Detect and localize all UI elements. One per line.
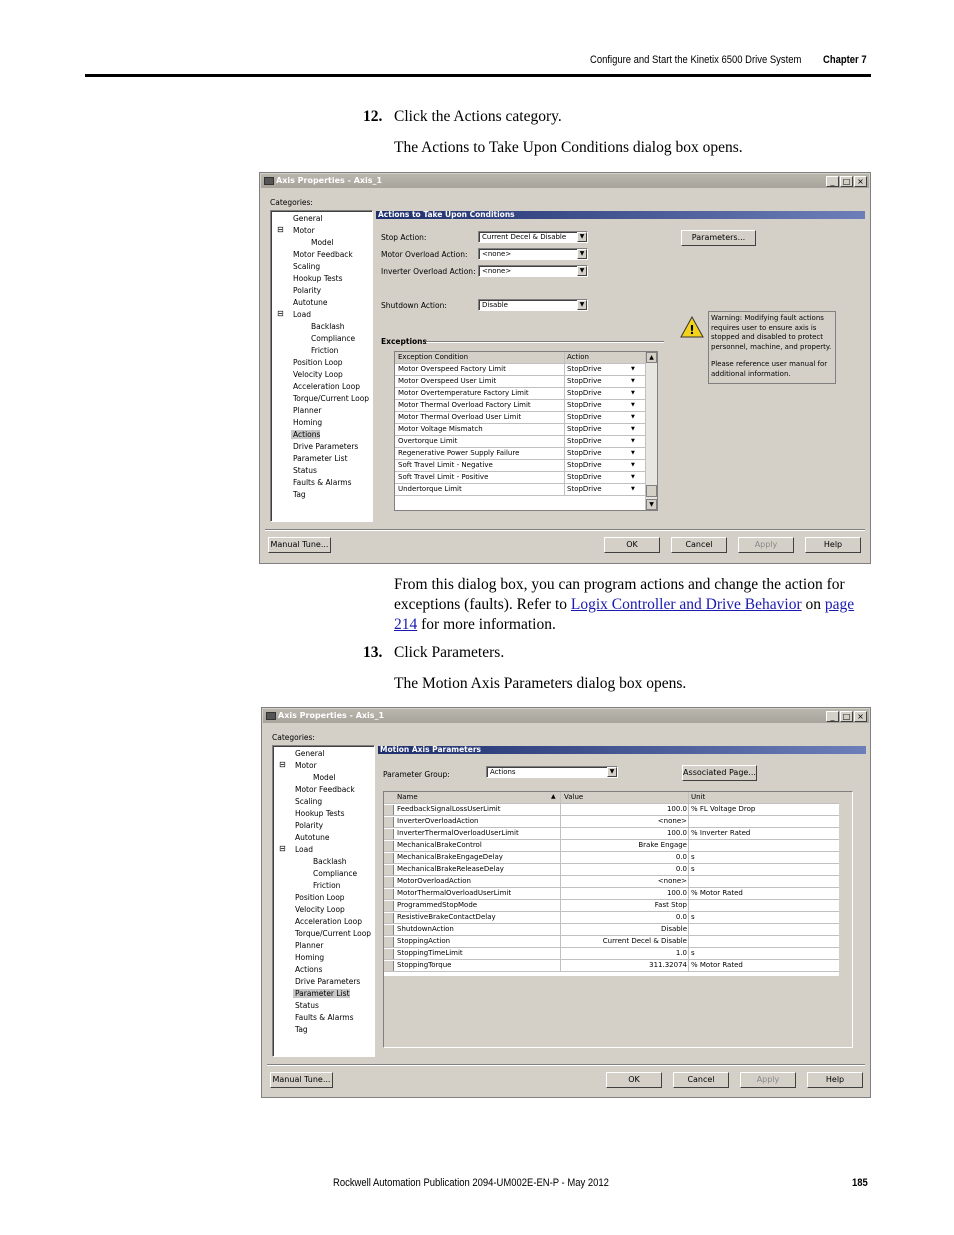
param-name-cell: FeedbackSignalLossUserLimit [397,805,501,813]
exception-cell: Motor Voltage Mismatch [398,425,483,433]
chevron-down-icon[interactable]: ▼ [631,486,635,492]
column-divider [564,352,565,496]
tree-expander-icon[interactable]: ⊟ [279,760,286,769]
param-unit-cell: s [691,913,695,921]
step-13 [363,644,504,662]
section-banner: Actions to Take Upon Conditions [376,211,865,219]
table-row[interactable] [384,804,839,816]
tree-item[interactable]: Position Loop [295,893,345,902]
column-header[interactable]: Exception Condition [398,353,469,361]
step-text: Click Parameters. [394,644,505,661]
chevron-down-icon[interactable]: ▼ [577,249,587,259]
inverter-overload-select[interactable]: <none> ▼ [478,265,588,277]
publication-footer: Rockwell Automation Publication 2094-UM002E-EN-P - May 2012 [333,1177,609,1189]
action-cell[interactable]: StopDrive [567,485,602,493]
tree-item[interactable]: Compliance [313,869,358,878]
step-12 [363,108,562,126]
exceptions-label: Exceptions [381,337,427,346]
tree-item[interactable]: Actions [295,965,323,974]
exception-cell: Soft Travel Limit - Positive [398,473,489,481]
maximize-button[interactable]: □ [840,176,853,187]
action-cell[interactable]: StopDrive [567,389,602,397]
row-selector[interactable] [384,877,394,887]
tree-item[interactable]: Hookup Tests [293,274,343,283]
column-divider [560,792,561,972]
dialog-title: Axis Properties - Axis_1 [278,711,385,720]
tree-item[interactable]: Parameter List [295,989,350,998]
param-unit-cell: % Motor Rated [691,961,743,969]
exception-cell: Soft Travel Limit - Negative [398,461,493,469]
row-selector[interactable] [384,829,394,839]
ok-button[interactable]: OK [604,537,660,553]
tree-item[interactable]: Torque/Current Loop [295,929,372,938]
footer-divider [267,1064,865,1066]
exception-cell: Regenerative Power Supply Failure [398,449,520,457]
param-name-cell: InverterThermalOverloadUserLimit [397,829,519,837]
scroll-up-icon[interactable]: ▲ [646,352,657,363]
action-cell[interactable]: StopDrive [567,401,602,409]
tree-item[interactable]: Velocity Loop [293,370,343,379]
tree-item[interactable]: Motor [295,761,317,770]
tree-item[interactable]: Faults & Alarms [293,478,352,487]
tree-item[interactable]: Parameter List [293,454,348,463]
app-icon [266,712,276,720]
table-row[interactable] [384,924,839,936]
scroll-thumb[interactable] [646,485,657,497]
action-cell[interactable]: StopDrive [567,365,602,373]
tree-item[interactable]: Position Loop [293,358,343,367]
svg-text:!: ! [689,323,695,337]
table-row[interactable] [395,412,657,424]
chevron-down-icon[interactable]: ▼ [577,266,587,276]
tree-item[interactable]: Velocity Loop [295,905,345,914]
row-selector[interactable] [384,817,394,827]
param-name-cell: MechanicalBrakeControl [397,841,482,849]
param-value-cell[interactable]: 0.0 [675,865,687,873]
section-banner: Motion Axis Parameters [378,746,866,754]
shutdown-action-label: Shutdown Action: [381,301,447,310]
action-cell[interactable]: StopDrive [567,425,602,433]
help-button[interactable]: Help [807,1072,863,1088]
tree-item[interactable]: Drive Parameters [293,442,359,451]
footer-divider [265,529,865,531]
tree-expander-icon[interactable]: ⊟ [277,225,284,234]
apply-button[interactable]: Apply [740,1072,796,1088]
step-13-result: The Motion Axis Parameters dialog box opens. [394,675,687,692]
action-cell[interactable]: StopDrive [567,449,602,457]
table-row[interactable] [384,936,839,948]
table-row[interactable] [395,460,657,472]
tree-item[interactable]: Model [313,773,336,782]
step-text: Click the Actions category. [394,108,562,125]
row-selector[interactable] [384,805,394,815]
close-button[interactable]: × [854,711,867,722]
categories-tree[interactable] [272,745,375,1057]
row-selector[interactable] [384,949,394,959]
column-header[interactable]: Action [567,353,589,361]
sort-icon[interactable]: ▲ [551,793,556,800]
cancel-button[interactable]: Cancel [673,1072,729,1088]
param-value-cell[interactable]: 311.32074 [649,961,687,969]
param-name-cell: ResistiveBrakeContactDelay [397,913,496,921]
table-row[interactable] [384,816,839,828]
categories-label: Categories: [270,198,313,207]
apply-button[interactable]: Apply [738,537,794,553]
table-row[interactable] [395,376,657,388]
step-number: 13. [363,644,383,661]
table-row[interactable] [384,828,839,840]
close-button[interactable]: × [854,176,867,187]
behavior-link[interactable]: Logix Controller and Drive Behavior [570,596,802,613]
tree-item[interactable]: Load [295,845,313,854]
param-value-cell[interactable]: 100.0 [666,829,687,837]
stop-action-label: Stop Action: [381,233,427,242]
row-selector[interactable] [384,937,394,947]
parameters-dialog [261,707,871,1098]
row-selector[interactable] [384,841,394,851]
tree-item[interactable]: Planner [295,941,324,950]
categories-label: Categories: [272,733,315,742]
tree-item[interactable]: Acceleration Loop [293,382,360,391]
param-value-cell[interactable]: Brake Engage [638,841,687,849]
param-value-cell[interactable]: 0.0 [675,913,687,921]
warning-icon [680,316,704,338]
param-name-cell: StoppingTimeLimit [397,949,463,957]
param-value-cell[interactable]: Fast Stop [654,901,687,909]
chevron-down-icon[interactable]: ▼ [631,366,635,372]
cancel-button[interactable]: Cancel [671,537,727,553]
table-row[interactable] [384,864,839,876]
stop-action-select[interactable]: Current Decel & Disable ▼ [478,231,588,243]
tree-item[interactable]: Polarity [293,286,322,295]
column-header[interactable]: Unit [691,793,706,801]
row-selector[interactable] [384,913,394,923]
table-row[interactable] [395,448,657,460]
tree-item[interactable]: Drive Parameters [295,977,361,986]
param-value-cell[interactable]: 0.0 [675,853,687,861]
tree-item[interactable]: General [293,214,323,223]
row-selector[interactable] [384,901,394,911]
scrollbar[interactable] [645,352,657,510]
chevron-down-icon[interactable]: ▼ [577,232,587,242]
param-unit-cell: s [691,853,695,861]
row-selector[interactable] [384,889,394,899]
table-row[interactable] [395,400,657,412]
exception-cell: Motor Thermal Overload User Limit [398,413,522,421]
parameter-group-label: Parameter Group: [383,770,450,779]
help-button[interactable]: Help [805,537,861,553]
tree-item[interactable]: Autotune [295,833,330,842]
tree-item[interactable]: Polarity [295,821,324,830]
minimize-button[interactable]: _ [826,176,839,187]
shutdown-action-select[interactable]: Disable ▼ [478,299,588,311]
tree-expander-icon[interactable]: ⊟ [279,844,286,853]
action-cell[interactable]: StopDrive [567,413,602,421]
exception-cell: Motor Thermal Overload Factory Limit [398,401,531,409]
chevron-down-icon[interactable]: ▼ [631,378,635,384]
param-name-cell: StoppingAction [397,937,451,945]
param-value-cell[interactable]: <none> [657,877,687,885]
associated-page-button[interactable]: Associated Page... [682,765,757,781]
tree-item[interactable]: Tag [295,1025,308,1034]
parameters-button[interactable]: Parameters... [681,230,756,246]
tree-item[interactable]: General [295,749,325,758]
row-selector[interactable] [384,961,394,971]
param-value-cell[interactable]: 1.0 [675,949,687,957]
table-row[interactable] [384,876,839,888]
row-selector[interactable] [384,853,394,863]
tree-item[interactable]: Backlash [311,322,345,331]
parameter-group-select[interactable]: Actions ▼ [486,766,618,778]
tree-item[interactable]: Model [311,238,334,247]
tree-item[interactable]: Status [295,1001,319,1010]
tree-expander-icon[interactable]: ⊟ [277,309,284,318]
param-value-cell[interactable]: 100.0 [666,889,687,897]
motor-overload-label: Motor Overload Action: [381,250,468,259]
actions-dialog [259,172,871,564]
tree-item[interactable]: Compliance [311,334,356,343]
table-row[interactable] [395,472,657,484]
param-name-cell: MotorThermalOverloadUserLimit [397,889,512,897]
table-row[interactable] [395,364,657,376]
tree-item[interactable]: Homing [293,418,323,427]
table-row[interactable] [384,900,839,912]
table-row[interactable] [384,852,839,864]
chevron-down-icon[interactable]: ▼ [577,300,587,310]
param-name-cell: MotorOverloadAction [397,877,471,885]
exception-cell: Motor Overtemperature Factory Limit [398,389,529,397]
param-unit-cell: % Inverter Rated [691,829,751,837]
table-row[interactable] [384,948,839,960]
chevron-down-icon[interactable]: ▼ [631,462,635,468]
grid-header [395,352,657,364]
tree-item[interactable]: Load [293,310,311,319]
motor-overload-select[interactable]: <none> ▼ [478,248,588,260]
ok-button[interactable]: OK [606,1072,662,1088]
tree-item[interactable]: Motor [293,226,315,235]
param-unit-cell: s [691,865,695,873]
chevron-down-icon[interactable]: ▼ [631,474,635,480]
param-unit-cell: % FL Voltage Drop [691,805,756,813]
table-row[interactable] [395,388,657,400]
page-number: 185 [852,1177,868,1189]
param-name-cell: InverterOverloadAction [397,817,479,825]
action-cell[interactable]: StopDrive [567,437,602,445]
chevron-down-icon[interactable]: ▼ [631,402,635,408]
param-unit-cell: s [691,949,695,957]
tree-item[interactable]: Backlash [313,857,347,866]
title-bar [261,174,869,188]
column-header[interactable]: Value [564,793,584,801]
tree-item[interactable]: Autotune [293,298,328,307]
column-divider [688,792,689,972]
dialog-title: Axis Properties - Axis_1 [276,176,383,185]
column-header[interactable]: Name [397,793,418,801]
inverter-overload-label: Inverter Overload Action: [381,267,476,276]
tree-item[interactable]: Scaling [295,797,323,806]
param-value-cell[interactable]: Disable [661,925,687,933]
parameters-grid[interactable] [384,792,839,976]
chevron-down-icon[interactable]: ▼ [631,414,635,420]
tree-item[interactable]: Tag [293,490,306,499]
tree-item[interactable]: Motor Feedback [293,250,353,259]
maximize-button[interactable]: □ [840,711,853,722]
exceptions-divider [426,341,664,343]
tree-item[interactable]: Motor Feedback [295,785,355,794]
description-paragraph: From this dialog box, you can program actions and change the action for exceptions (faults). Refer to Logix Controller and Drive Behavior on page 214 for more information. [394,576,855,633]
title-bar [263,709,869,723]
row-selector[interactable] [384,925,394,935]
table-row[interactable] [395,436,657,448]
action-cell[interactable]: StopDrive [567,461,602,469]
param-value-cell[interactable]: 100.0 [666,805,687,813]
action-cell[interactable]: StopDrive [567,473,602,481]
exception-cell: Overtorque Limit [398,437,458,445]
chevron-down-icon[interactable]: ▼ [607,767,617,777]
exceptions-grid[interactable] [394,351,658,511]
tree-item[interactable]: Torque/Current Loop [293,394,370,403]
table-row[interactable] [384,840,839,852]
table-row[interactable] [384,960,839,972]
warning-note: Please reference user manual for additional information. [711,360,828,378]
chevron-down-icon[interactable]: ▼ [631,438,635,444]
tree-item[interactable]: Hookup Tests [295,809,345,818]
param-name-cell: StoppingTorque [397,961,452,969]
running-header: Configure and Start the Kinetix 6500 Drive System [590,54,802,66]
manual-tune-button[interactable]: Manual Tune... [270,1072,333,1088]
table-row[interactable] [395,424,657,436]
param-value-cell[interactable]: Current Decel & Disable [602,937,687,945]
table-row[interactable] [384,912,839,924]
manual-tune-button[interactable]: Manual Tune... [268,537,331,553]
param-name-cell: ShutdownAction [397,925,454,933]
tree-item[interactable]: Acceleration Loop [295,917,362,926]
exception-cell: Motor Overspeed User Limit [398,377,497,385]
exception-cell: Motor Overspeed Factory Limit [398,365,506,373]
grid-header [384,792,839,804]
chapter-label: Chapter 7 [823,54,867,66]
minimize-button[interactable]: _ [826,711,839,722]
tree-item[interactable]: Planner [293,406,322,415]
chevron-down-icon[interactable]: ▼ [631,390,635,396]
scroll-down-icon[interactable]: ▼ [646,499,657,510]
app-icon [264,177,274,185]
action-cell[interactable]: StopDrive [567,377,602,385]
exception-cell: Undertorque Limit [398,485,462,493]
tree-item[interactable]: Actions [293,430,321,439]
table-row[interactable] [384,888,839,900]
param-name-cell: MechanicalBrakeEngageDelay [397,853,503,861]
param-name-cell: MechanicalBrakeReleaseDelay [397,865,504,873]
tree-item[interactable]: Friction [313,881,341,890]
row-selector[interactable] [384,865,394,875]
tree-item[interactable]: Status [293,466,317,475]
warning-box [708,311,836,384]
table-row[interactable] [395,484,657,496]
tree-item[interactable]: Faults & Alarms [295,1013,354,1022]
chevron-down-icon[interactable]: ▼ [631,450,635,456]
tree-item[interactable]: Scaling [293,262,321,271]
param-name-cell: ProgrammedStopMode [397,901,478,909]
page-link[interactable]: page 214 [394,596,855,633]
step-12-result: The Actions to Take Upon Conditions dialog box opens. [394,139,743,156]
step-number: 12. [363,108,383,125]
param-unit-cell: % Motor Rated [691,889,743,897]
header-rule [85,74,871,77]
tree-item[interactable]: Friction [311,346,339,355]
categories-tree[interactable] [270,210,373,522]
tree-item[interactable]: Homing [295,953,325,962]
chevron-down-icon[interactable]: ▼ [631,426,635,432]
warning-text: Warning: Modifying fault actions requires user to ensure axis is stopped and disabled to protect personnel, machine, and property. [711,314,832,351]
param-value-cell[interactable]: <none> [657,817,687,825]
